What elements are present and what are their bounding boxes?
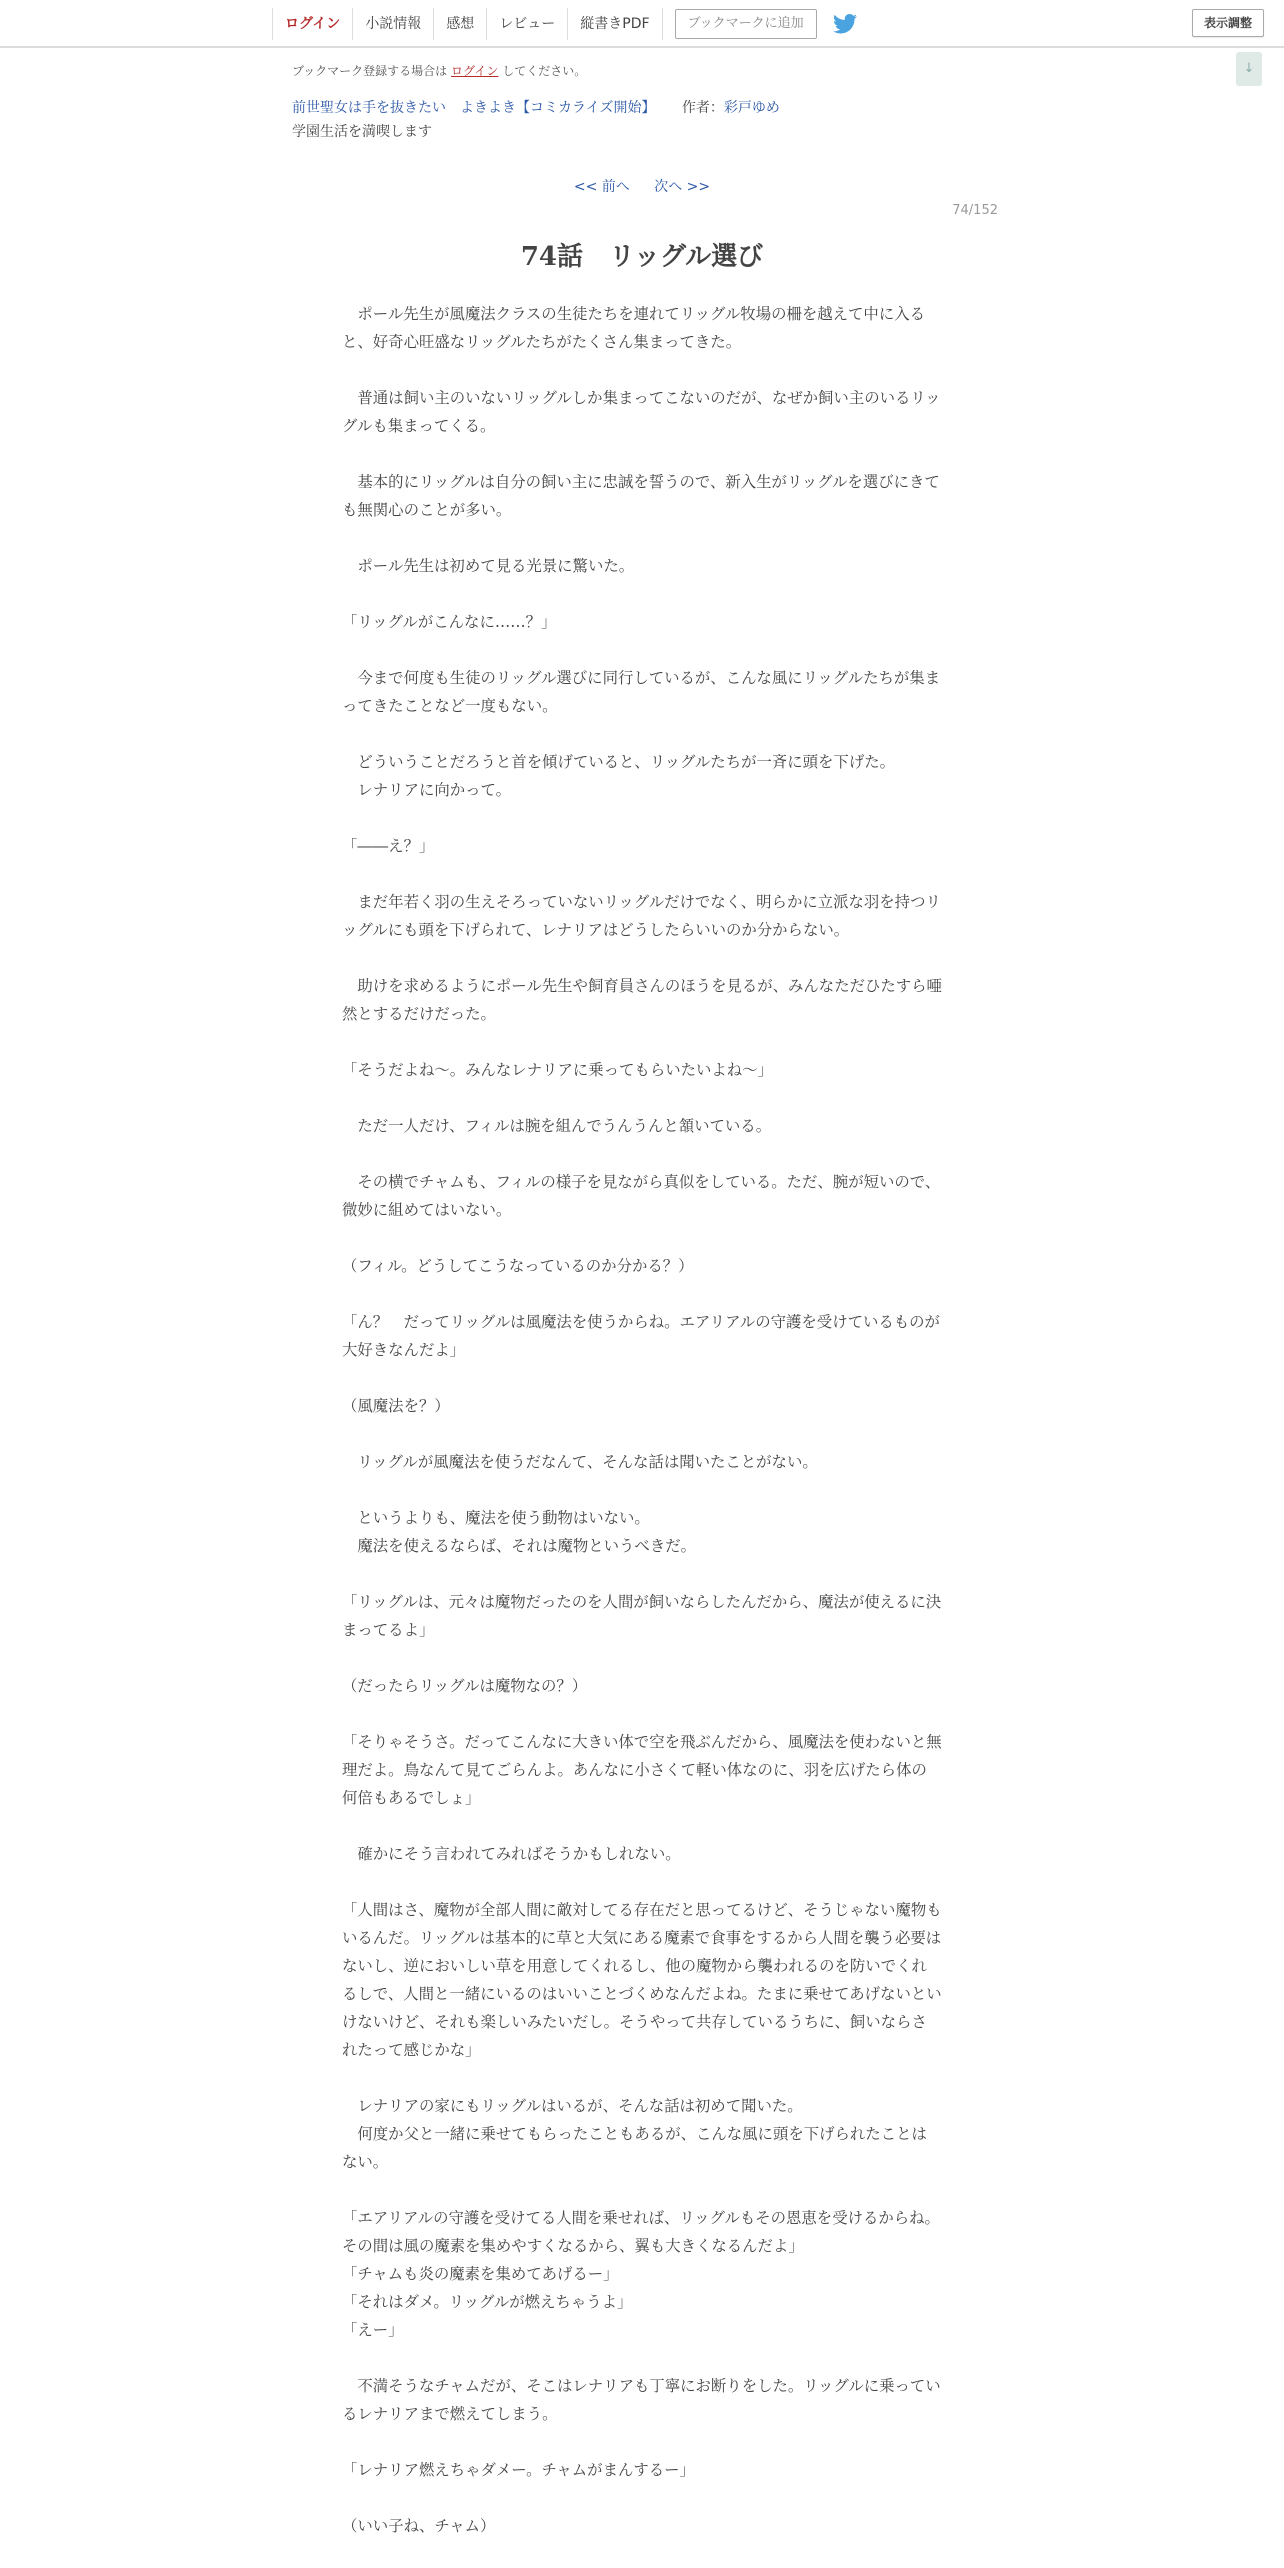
- novel-body: [342, 300, 942, 2568]
- paragraph: 「ん？ だってリッグルは風魔法を使うからね。エアリアルの守護を受けているものが大好きなんだよ」: [342, 1313, 940, 1359]
- paragraph: 「人間はさ、魔物が全部人間に敵対してる存在だと思ってるけど、そうじゃない魔物もいるんだ。リッグルは基本的に草と大気にある魔素で食事をするから人間を襲う必要はないし、逆においしい草を用意してくれるし、他の魔物から襲われるのを防いでくれるしで、人間と一緒にいるのはいいことづくめなんだよね。たまに乗せてあげないといけないけど、それも楽しいみたいだし。そうやって共存しているうちに、飼いならされたって感じかな」: [342, 1901, 942, 2059]
- paragraph: 「そりゃそうさ。だってこんなに大きい体で空を飛ぶんだから、風魔法を使わないと無理だよ。鳥なんて見てごらんよ。あんなに小さくて軽い体なのに、羽を広げたら体の何倍もあるでしょ」: [342, 1733, 942, 1807]
- paragraph: その横でチャムも、フィルの様子を見ながら真似をしている。ただ、腕が短いので、微妙に組めてはいない。: [342, 1173, 941, 1219]
- paragraph: レナリアの家にもリッグルはいるが、そんな話は初めて聞いた。 何度か父と一緒に乗せてもらったこともあるが、こんな風に頭を下げられたことはない。: [342, 2097, 927, 2171]
- paragraph: 基本的にリッグルは自分の飼い主に忠誠を誓うので、新入生がリッグルを選びにきても無関心のことが多い。: [342, 473, 940, 519]
- notice-pre: ブックマーク登録する場合は: [292, 64, 448, 78]
- series-info: [292, 97, 780, 117]
- series-title-link[interactable]: 前世聖女は手を抜きたい よきよき【コミカライズ開始】: [292, 100, 656, 116]
- next-chapter-link[interactable]: 次へ >>: [654, 179, 711, 195]
- impressions-link[interactable]: 感想: [434, 8, 487, 40]
- top-header: [0, 0, 1284, 48]
- author-link[interactable]: 彩戸ゆめ: [723, 100, 780, 116]
- twitter-bird-icon[interactable]: [833, 14, 857, 34]
- paragraph: （風魔法を？）: [342, 1397, 450, 1415]
- paragraph: 不満そうなチャムだが、そこはレナリアも丁寧にお断りをした。リッグルに乗っているレナリアまで燃えてしまう。: [342, 2377, 941, 2423]
- author-label: 作者：: [681, 100, 724, 116]
- paragraph: というよりも、魔法を使う動物はいない。 魔法を使えるならば、それは魔物というべきだ。: [357, 1509, 696, 1555]
- paragraph: 「レナリア燃えちゃダメー。チャムがまんするー」: [342, 2461, 695, 2479]
- paragraph: 「そうだよね～。みんなレナリアに乗ってもらいたいよね～」: [342, 1061, 773, 1079]
- paragraph: 確かにそう言われてみればそうかもしれない。: [342, 1845, 681, 1863]
- novel-info-link[interactable]: 小説情報: [353, 8, 434, 40]
- paragraph: 「エアリアルの守護を受けてる人間を乗せれば、リッグルもその恩恵を受けるからね。その間は風の魔素を集めやすくなるから、翼も大きくなるんだよ」 「チャムも炎の魔素を集めてあげるー」 「それはダメ。リッグルが燃えちゃうよ」 「えー」: [342, 2209, 940, 2339]
- vertical-pdf-link[interactable]: 縦書きPDF: [568, 8, 662, 40]
- paragraph: ポール先生が風魔法クラスの生徒たちを連れてリッグル牧場の柵を越えて中に入ると、好奇心旺盛なリッグルたちがたくさん集まってきた。: [342, 305, 925, 351]
- login-link[interactable]: ログイン: [273, 8, 353, 40]
- bookmark-login-notice: [292, 62, 586, 79]
- paragraph: 普通は飼い主のいないリッグルしか集まってこないのだが、なぜか飼い主のいるリッグルも集まってくる。: [342, 389, 941, 435]
- paragraph: 「――え？」: [342, 837, 435, 855]
- paragraph: 「リッグルは、元々は魔物だったのを人間が飼いならしたんだから、魔法が使えるに決まってるよ」: [342, 1593, 942, 1639]
- add-bookmark-button[interactable]: ブックマークに追加: [675, 9, 817, 39]
- paragraph: 助けを求めるようにポール先生や飼育員さんのほうを見るが、みんなただひたすら唖然とするだけだった。: [342, 977, 942, 1023]
- paragraph: リッグルが風魔法を使うだなんて、そんな話は聞いたことがない。: [342, 1453, 818, 1471]
- chapter-pager: [0, 176, 1284, 196]
- prev-chapter-link[interactable]: << 前へ: [573, 179, 630, 195]
- paragraph: （フィル。どうしてこうなっているのか分かる？）: [342, 1257, 694, 1275]
- paragraph: ポール先生は初めて見る光景に驚いた。: [342, 557, 635, 575]
- scroll-down-tab[interactable]: ↓: [1236, 52, 1262, 86]
- chapter-title: 74話 リッグル選び: [520, 242, 764, 272]
- display-adjust-button[interactable]: 表示調整: [1192, 9, 1264, 37]
- chapter-counter: 74/152: [952, 203, 998, 218]
- chapter-group-subtitle: 学園生活を満喫します: [292, 124, 432, 140]
- paragraph: （いい子ね、チャム）: [342, 2517, 496, 2535]
- paragraph: ただ一人だけ、フィルは腕を組んでうんうんと頷いている。: [342, 1117, 772, 1135]
- top-nav: [272, 8, 857, 40]
- review-link[interactable]: レビュー: [487, 8, 568, 40]
- paragraph: 「リッグルがこんなに……？」: [342, 613, 557, 631]
- notice-post: してください。: [502, 64, 587, 78]
- paragraph: まだ年若く羽の生えそろっていないリッグルだけでなく、明らかに立派な羽を持つリッグルにも頭を下げられて、レナリアはどうしたらいいのか分からない。: [342, 893, 941, 939]
- paragraph: （だったらリッグルは魔物なの？）: [342, 1677, 588, 1695]
- paragraph: どういうことだろうと首を傾げていると、リッグルたちが一斉に頭を下げた。 レナリアに向かって。: [357, 753, 895, 799]
- notice-login-link[interactable]: ログイン: [451, 64, 499, 78]
- paragraph: 今まで何度も生徒のリッグル選びに同行しているが、こんな風にリッグルたちが集まってきたことなど一度もない。: [342, 669, 941, 715]
